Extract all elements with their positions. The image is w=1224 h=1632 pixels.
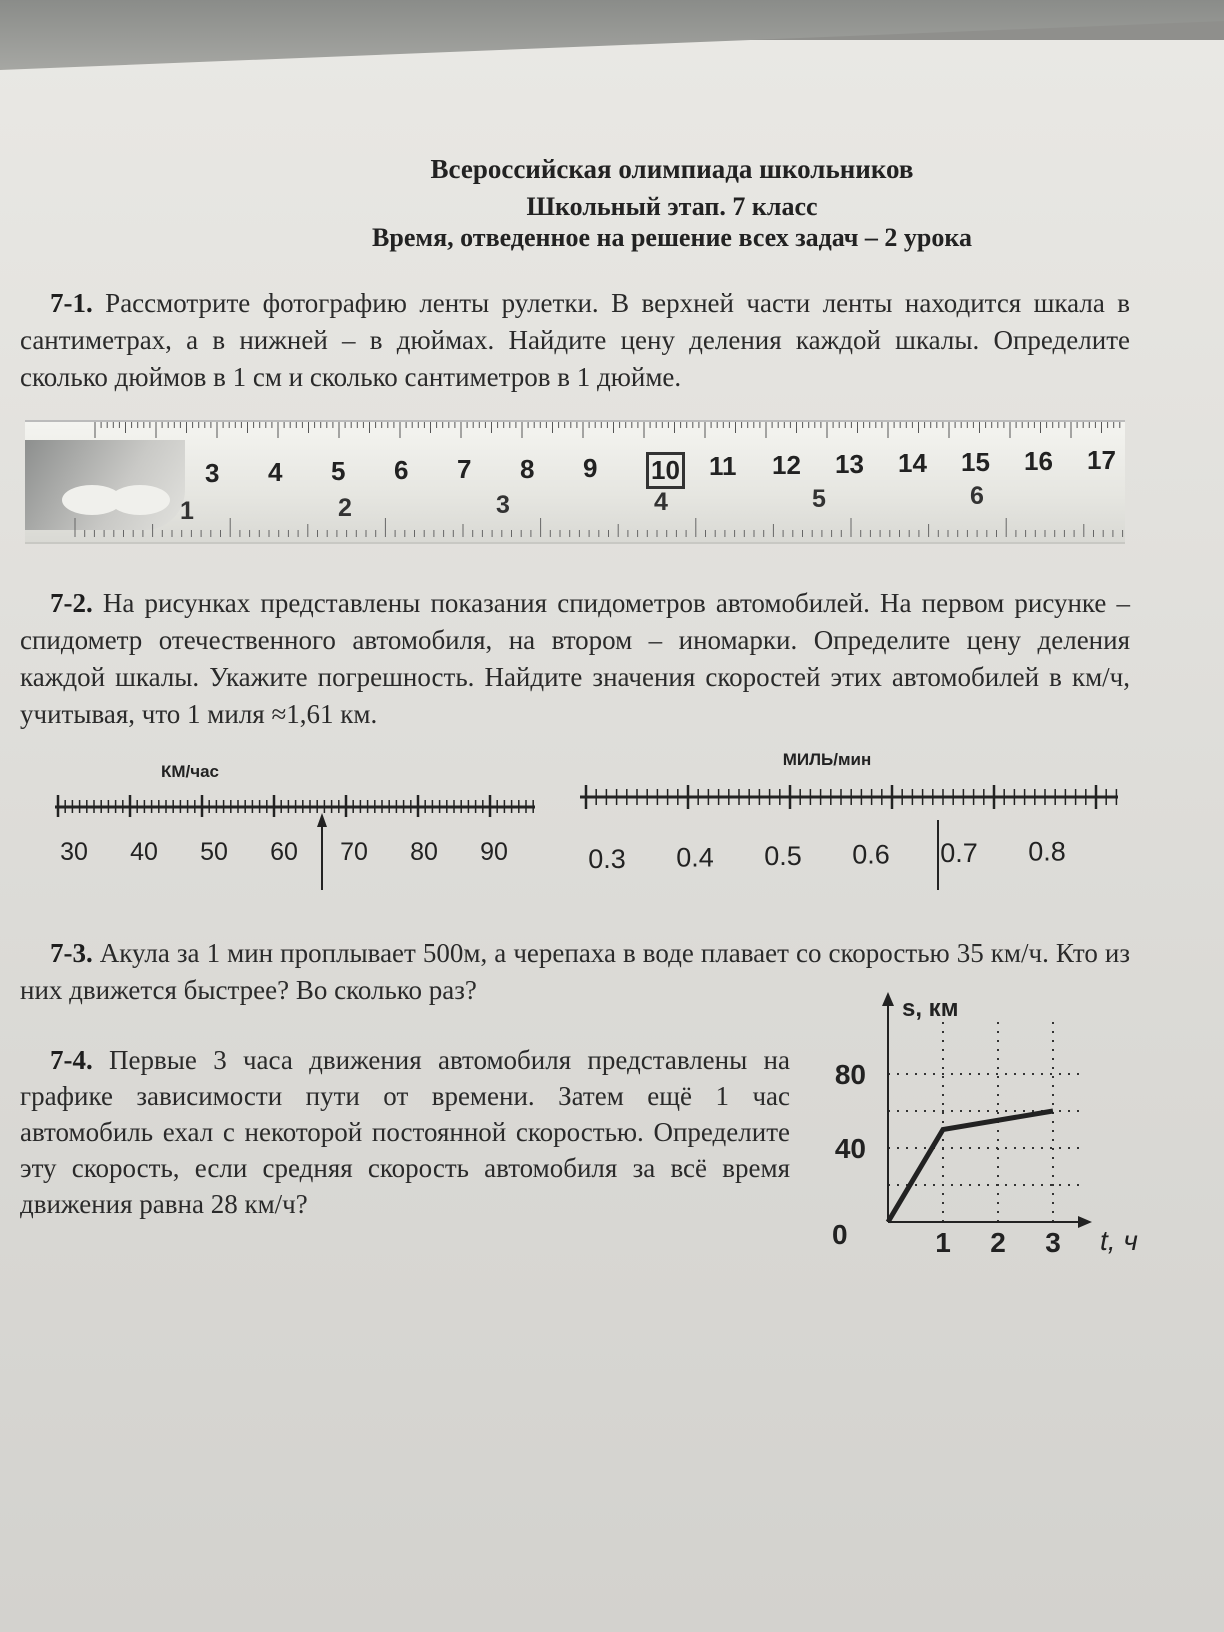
inch-label: 5	[812, 485, 826, 513]
y-tick-label: 40	[834, 1133, 866, 1164]
cm-label: 17	[1087, 445, 1116, 476]
time-limit: Время, отведенное на решение всех задач – 2 урока	[372, 223, 972, 252]
mpm-label: 0.8	[1028, 836, 1066, 867]
problem-number: 7-4.	[50, 1045, 93, 1075]
cm-label: 14	[898, 448, 927, 479]
problem-number: 7-1.	[50, 288, 93, 318]
problem-7-2	[20, 585, 1130, 733]
x-tick-label: 2	[990, 1227, 1006, 1258]
scale-unit: МИЛЬ/мин	[782, 750, 872, 769]
problem-number: 7-3.	[50, 938, 93, 968]
inch-label: 2	[338, 494, 352, 522]
kmh-label: 80	[410, 838, 438, 866]
speedometer-mpm-scale	[580, 745, 1120, 895]
inch-label: 6	[970, 482, 984, 510]
cm-label: 7	[457, 454, 472, 485]
mpm-label: 0.6	[852, 839, 890, 870]
kmh-label: 90	[480, 838, 508, 866]
problem-text: Акула за 1 мин проплывает 500м, а черепаха в воде плавает со скоростью 35 км/ч. Кто из них движется быстрее? Во сколько раз?	[20, 938, 1130, 1005]
problem-number: 7-2.	[50, 588, 93, 618]
problem-text: Первые 3 часа движения автомобиля представлены на графике зависимости пути от времени. Затем ещё 1 час автомобиль ехал с некоторой постоянной скоростью. Определите эту скорость, если средняя скорость автомобиля за всё время движения равна 28 км/ч?	[20, 1045, 790, 1219]
kmh-label: 50	[200, 838, 228, 866]
cm-label: 9	[583, 452, 598, 483]
cm-label: 11	[709, 450, 737, 481]
kmh-label: 30	[60, 838, 88, 866]
cm-label: 15	[961, 447, 990, 478]
y-axis-label: s, км	[902, 995, 959, 1022]
problem-text: Рассмотрите фотографию ленты рулетки. В верхней части ленты находится шкала в сантиметрах, а в нижней – в дюймах. Найдите цену деления каждой шкалы. Определите сколько дюймов в 1 см и сколько сантиметров в 1 дюйме.	[20, 288, 1130, 392]
y-axis-arrow	[882, 992, 894, 1006]
mpm-label: 0.3	[588, 844, 626, 874]
cm-label: 6	[394, 455, 409, 486]
inch-label: 4	[654, 488, 668, 516]
x-tick-label: 3	[1045, 1227, 1061, 1258]
cm-label: 13	[835, 449, 864, 479]
series-line	[888, 1111, 1053, 1222]
cm-label: 4	[268, 457, 283, 488]
x-tick-label: 1	[935, 1227, 951, 1258]
x-axis-arrow	[1078, 1216, 1092, 1228]
kmh-label: 60	[270, 838, 298, 866]
scale-unit: КМ/час	[160, 762, 220, 781]
speedometer-kmh-scale	[50, 755, 540, 895]
problem-text: На рисунках представлены показания спидометров автомобилей. На первом рисунке – спидометр отечественного автомобиля, на втором – иномарки. Определите цену деления каждой шкалы. Укажите погрешность. Найдите значения скоростей этих автомобилей в км/ч, учитывая, что 1 миля ≈1,61 км.	[20, 588, 1130, 729]
cm-label: 3	[205, 458, 220, 488]
cm-label: 12	[772, 449, 801, 480]
mpm-label: 0.7	[940, 838, 978, 868]
stage-subtitle: Школьный этап. 7 класс	[526, 192, 818, 221]
cm-label: 8	[520, 453, 535, 484]
cm-label: 16	[1024, 446, 1053, 477]
problem-7-4	[20, 1042, 790, 1222]
mpm-label: 0.4	[676, 842, 714, 873]
mpm-label: 0.5	[764, 841, 802, 871]
y-tick-label: 80	[834, 1059, 866, 1090]
cm-label: 5	[331, 456, 346, 487]
kmh-label: 70	[340, 838, 368, 866]
inch-label: 3	[496, 491, 510, 519]
olympiad-title: Всероссийская олимпиада школьников	[430, 154, 914, 184]
kmh-label: 40	[130, 838, 158, 866]
distance-time-graph	[810, 990, 1160, 1270]
pointer-arrowhead	[317, 813, 327, 827]
problem-7-1	[20, 285, 1130, 396]
origin-label: 0	[832, 1219, 848, 1250]
cm-label: 10	[646, 452, 685, 489]
x-axis-label: t, ч	[1100, 1225, 1138, 1256]
inch-label: 1	[180, 497, 194, 525]
